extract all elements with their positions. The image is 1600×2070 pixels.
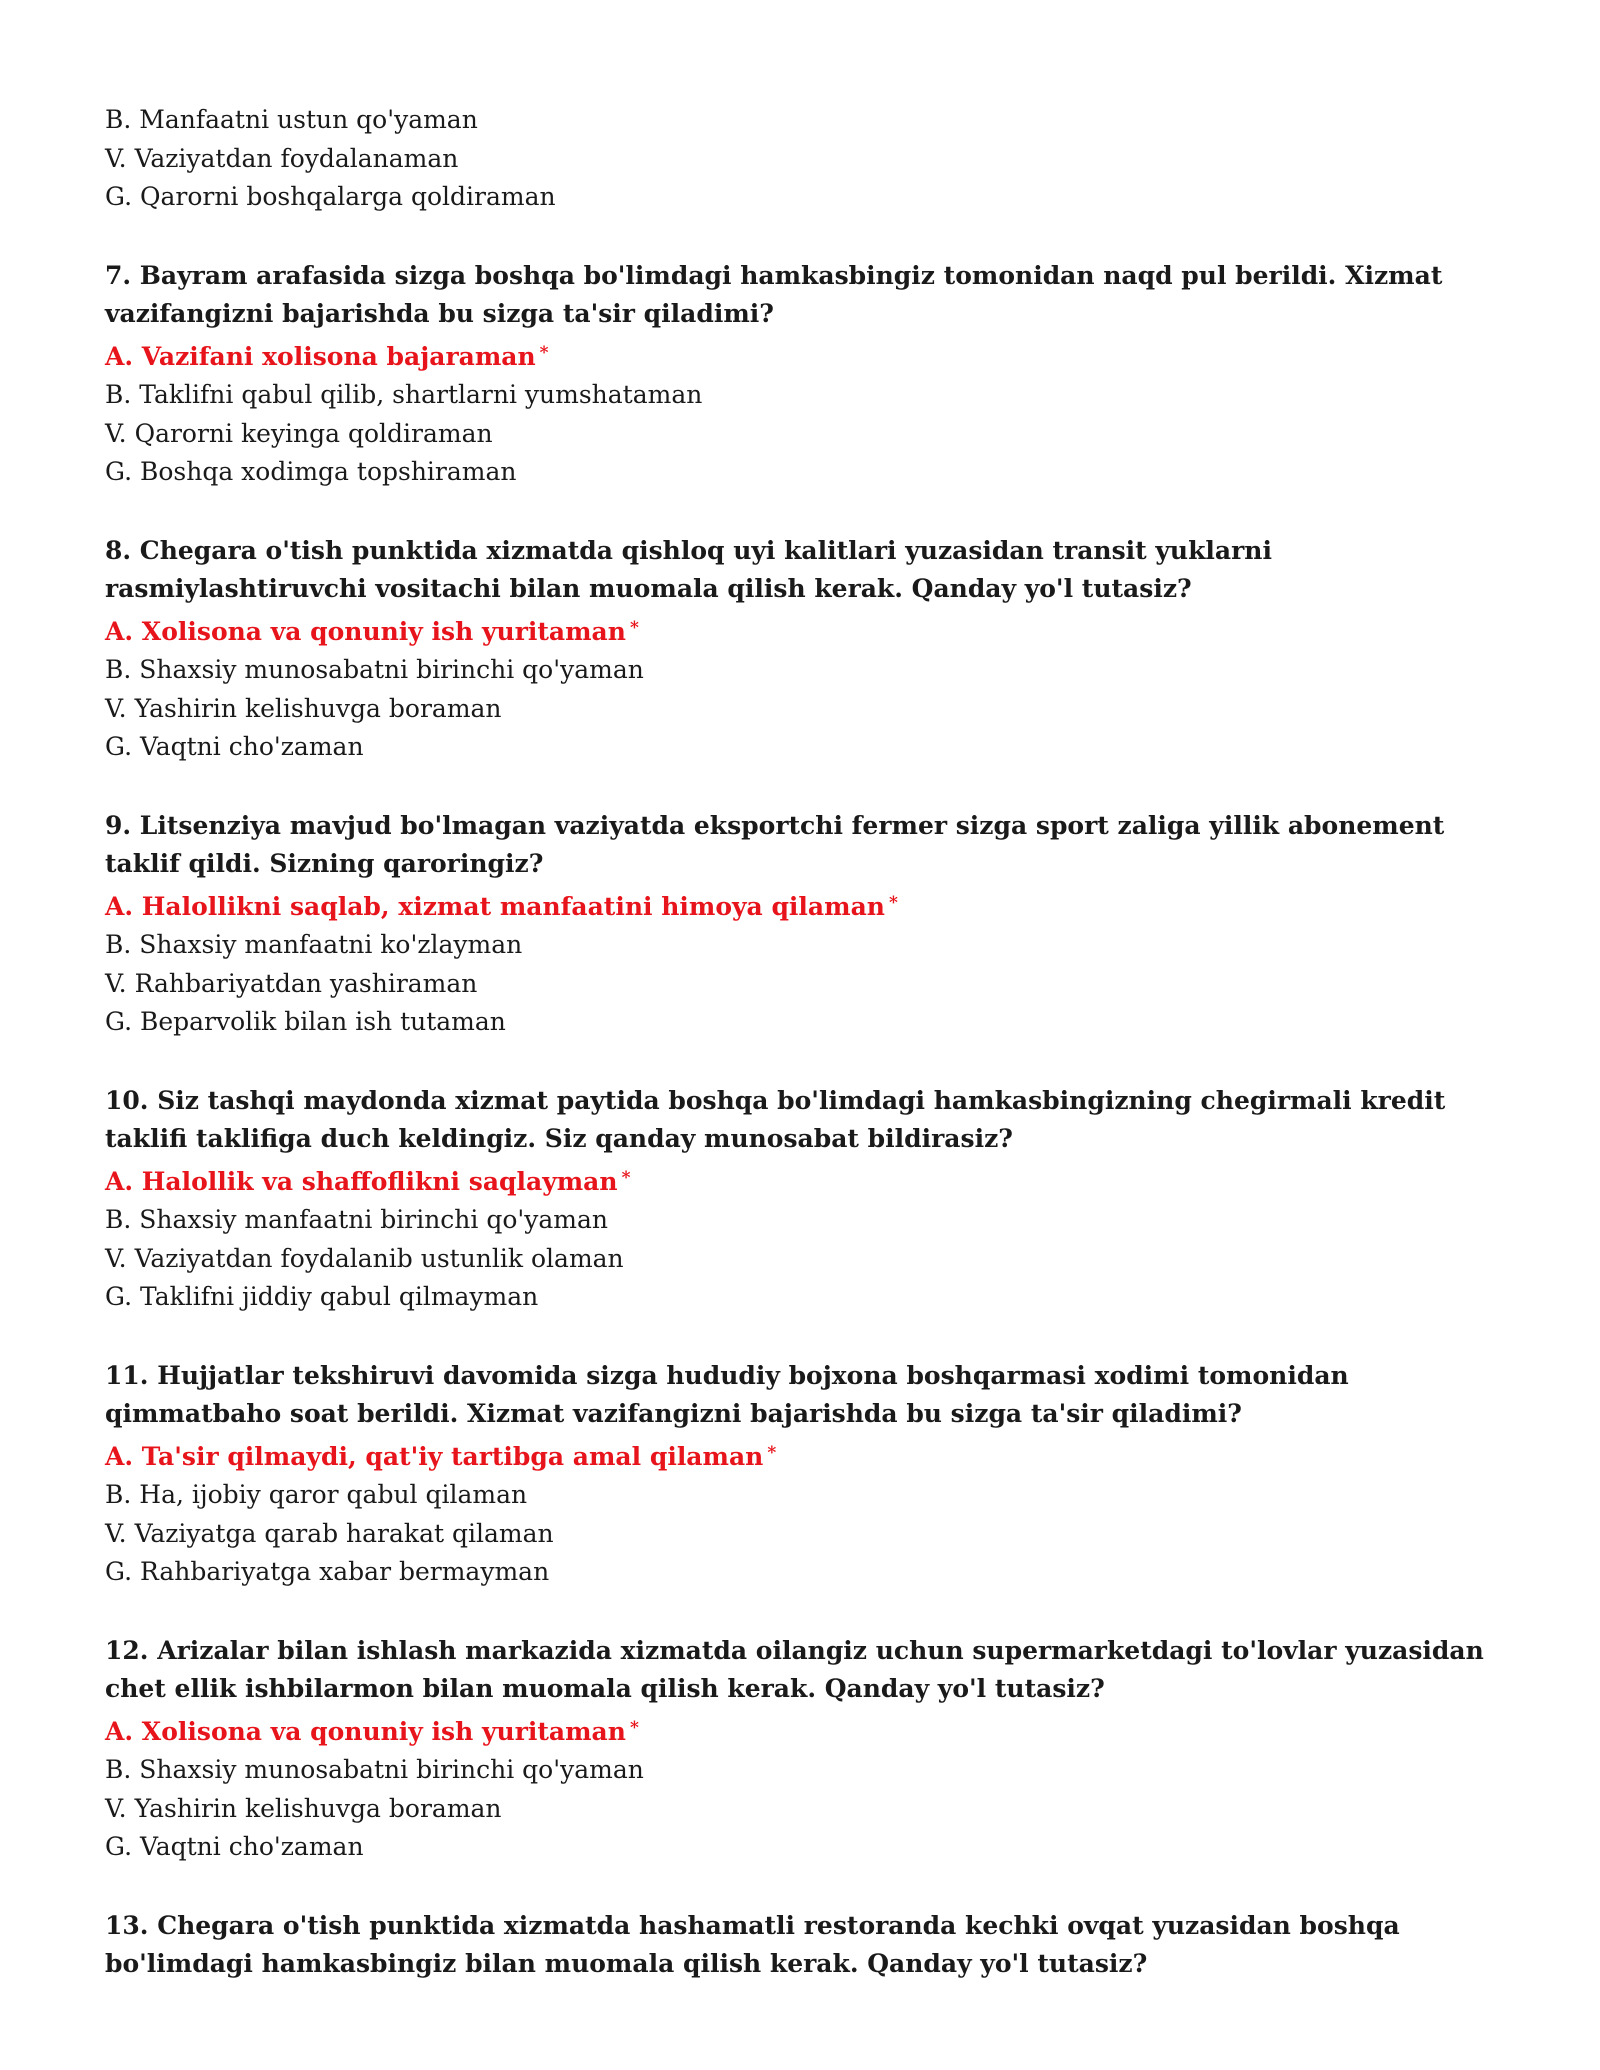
question-text: 9. Litsenziya mavjud bo'lmagan vaziyatda eksportchi fermer sizga sport zaliga yillik abonement taklif qildi. Sizning qaroringiz? bbox=[105, 810, 1445, 878]
correct-answer bbox=[105, 1159, 1525, 1202]
question-text: 8. Chegara o'tish punktida xizmatda qishloq uyi kalitlari yuzasidan transit yuklarni rasmiylashtiruvchi vositachi bilan muomala qilish kerak. Qanday yo'l tutasiz? bbox=[105, 535, 1272, 603]
option: V. Vaziyatdan foydalanaman bbox=[105, 143, 459, 173]
star-marker: * bbox=[767, 1442, 777, 1463]
correct-answer-text: A. Xolisona va qonuniy ish yuritaman bbox=[105, 616, 626, 646]
option: G. Vaqtni cho'zaman bbox=[105, 1832, 364, 1861]
star-marker: * bbox=[621, 1167, 631, 1188]
option: V. Rahbariyatdan yashiraman bbox=[105, 968, 478, 998]
star-marker: * bbox=[629, 617, 639, 638]
option: G. Rahbariyatga xabar bermayman bbox=[105, 1557, 550, 1586]
question-text: 10. Siz tashqi maydonda xizmat paytida boshqa bo'limdagi hamkasbingizning chegirmali kredit taklifi taklifiga duch keldingiz. Siz qanday munosabat bildirasiz? bbox=[105, 1085, 1446, 1153]
question-9 bbox=[105, 807, 1525, 1042]
star-marker: * bbox=[888, 892, 898, 913]
question-10 bbox=[105, 1082, 1525, 1317]
option: V. Yashirin kelishuvga boraman bbox=[105, 693, 502, 723]
content bbox=[105, 101, 1525, 1984]
question-8 bbox=[105, 532, 1525, 767]
option: V. Yashirin kelishuvga boraman bbox=[105, 1793, 502, 1823]
option: B. Shaxsiy munosabatni birinchi qo'yaman bbox=[105, 1755, 644, 1784]
question-text: 13. Chegara o'tish punktida xizmatda hashamatli restoranda kechki ovqat yuzasidan boshqa bo'limdagi hamkasbingiz bilan muomala qilish kerak. Qanday yo'l tutasiz? bbox=[105, 1910, 1400, 1978]
correct-answer bbox=[105, 609, 1525, 652]
option: G. Qarorni boshqalarga qoldiraman bbox=[105, 182, 556, 211]
option: G. Boshqa xodimga topshiraman bbox=[105, 457, 517, 486]
correct-answer bbox=[105, 1434, 1525, 1477]
option: B. Taklifni qabul qilib, shartlarni yumshataman bbox=[105, 380, 703, 409]
correct-answer-text: A. Xolisona va qonuniy ish yuritaman bbox=[105, 1716, 626, 1746]
option: G. Vaqtni cho'zaman bbox=[105, 732, 364, 761]
question-7 bbox=[105, 257, 1525, 492]
correct-answer bbox=[105, 1709, 1525, 1752]
question-11 bbox=[105, 1357, 1525, 1592]
option: B. Shaxsiy manfaatni birinchi qo'yaman bbox=[105, 1205, 609, 1234]
option: B. Shaxsiy manfaatni ko'zlayman bbox=[105, 930, 523, 959]
option: B. Ha, ijobiy qaror qabul qilaman bbox=[105, 1480, 528, 1509]
correct-answer bbox=[105, 884, 1525, 927]
correct-answer-text: A. Vazifani xolisona bajaraman bbox=[105, 341, 536, 371]
option: G. Beparvolik bilan ish tutaman bbox=[105, 1007, 506, 1036]
intro-options bbox=[105, 101, 1525, 217]
option: B. Manfaatni ustun qo'yaman bbox=[105, 105, 478, 134]
question-12 bbox=[105, 1632, 1525, 1867]
option: B. Shaxsiy munosabatni birinchi qo'yaman bbox=[105, 655, 644, 684]
star-marker: * bbox=[539, 342, 549, 363]
option: V. Qarorni keyinga qoldiraman bbox=[105, 418, 493, 448]
correct-answer-text: A. Halollikni saqlab, xizmat manfaatini himoya qilaman bbox=[105, 891, 885, 921]
question-text: 7. Bayram arafasida sizga boshqa bo'limdagi hamkasbingiz tomonidan naqd pul berildi. Xizmat vazifangizni bajarishda bu sizga ta'sir qiladimi? bbox=[105, 260, 1443, 328]
question-text: 12. Arizalar bilan ishlash markazida xizmatda oilangiz uchun supermarketdagi to'lovlar yuzasidan chet ellik ishbilarmon bilan muomala qilish kerak. Qanday yo'l tutasiz? bbox=[105, 1635, 1484, 1703]
question-13 bbox=[105, 1907, 1525, 1984]
option: V. Vaziyatga qarab harakat qilaman bbox=[105, 1518, 554, 1548]
correct-answer-text: A. Ta'sir qilmaydi, qat'iy tartibga amal qilaman bbox=[105, 1441, 764, 1471]
question-text: 11. Hujjatlar tekshiruvi davomida sizga hududiy bojxona boshqarmasi xodimi tomonidan qimmatbaho soat berildi. Xizmat vazifangizni bajarishda bu sizga ta'sir qiladimi? bbox=[105, 1360, 1349, 1428]
option: V. Vaziyatdan foydalanib ustunlik olaman bbox=[105, 1243, 624, 1273]
option: G. Taklifni jiddiy qabul qilmayman bbox=[105, 1282, 539, 1311]
correct-answer bbox=[105, 334, 1525, 377]
correct-answer-text: A. Halollik va shaffoflikni saqlayman bbox=[105, 1166, 618, 1196]
star-marker: * bbox=[629, 1717, 639, 1738]
